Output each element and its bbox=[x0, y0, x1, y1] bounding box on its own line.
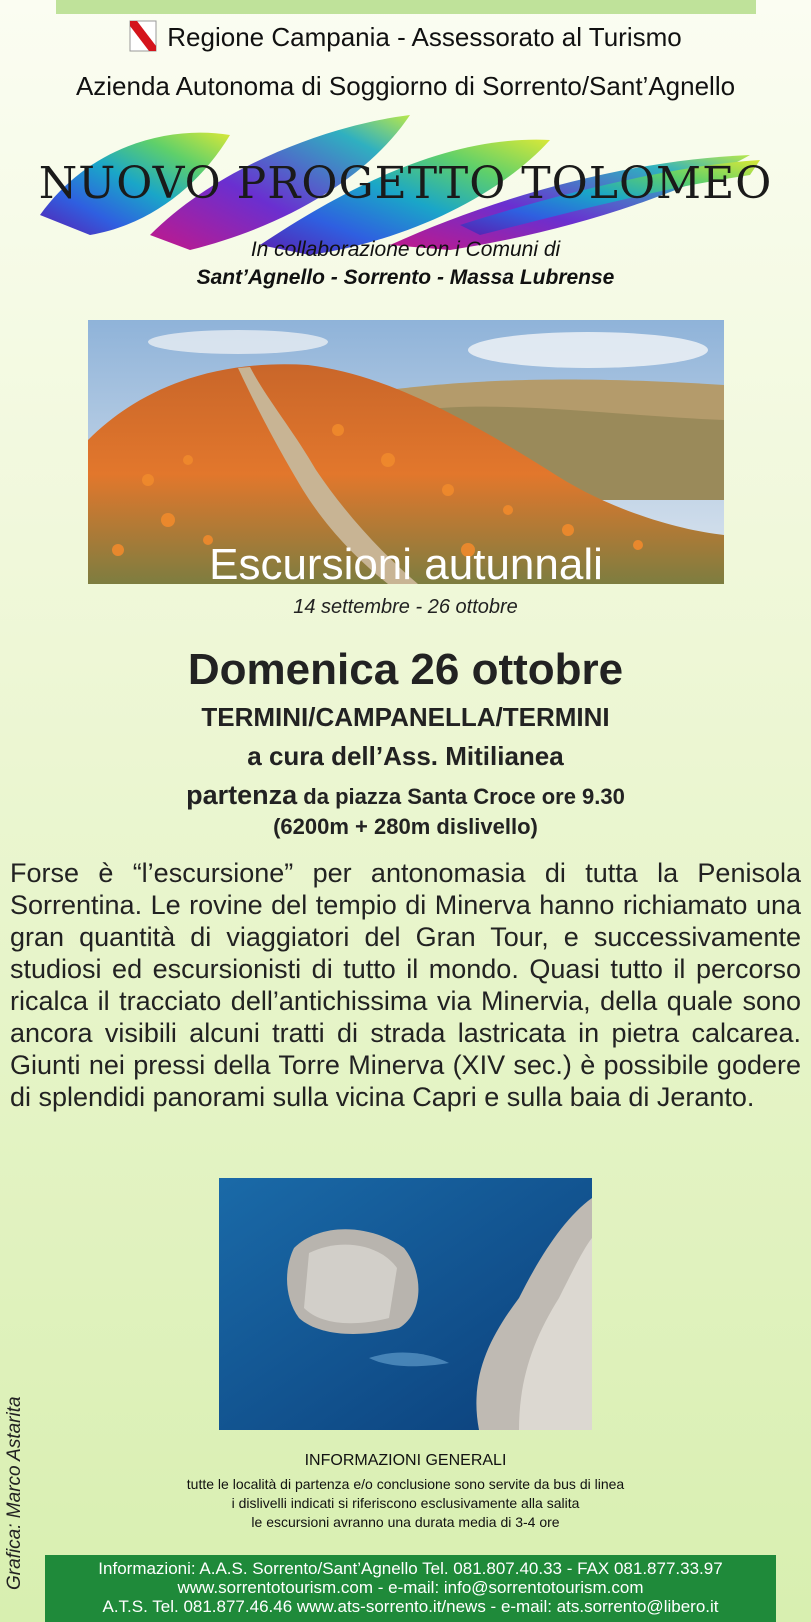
footer-line-1: Informazioni: A.A.S. Sorrento/Sant’Agnello Tel. 081.807.40.33 - FAX 081.877.33.97 bbox=[98, 1559, 723, 1578]
info-title: INFORMAZIONI GENERALI bbox=[304, 1452, 507, 1469]
departure-word: partenza bbox=[186, 780, 298, 810]
region-text: Regione Campania - Assessorato al Turismo bbox=[167, 22, 682, 52]
region-header bbox=[0, 22, 811, 55]
info-line-1: tutte le località di partenza e/o conclusione sono servite da bus di linea bbox=[186, 1476, 625, 1492]
project-title: NUOVO PROGETTO TOLOMEO bbox=[38, 158, 773, 209]
info-line-2: i dislivelli indicati si riferiscono esclusivamente alla salita bbox=[231, 1495, 580, 1511]
event-description: Forse è “l’escursione” per antonomasia di tutta la Penisola Sorrentina. Le rovine del tempio di Minerva hanno richiamato una gran quantità di viaggiatori del Gran Tour, e successivamente studiosi ed escursionisti di tutto il mondo. Quasi tutto il percorso ricalca il tracciato dell’antichissima via Minervia, della quale sono ancora visibili alcuni tratti di strada lastricata in pietra calcarea. Giunti nei pressi della Torre Minerva (XIV sec.) è possibile godere di splendidi panorami sulla vicina Capri e sulla baia di Jeranto. bbox=[10, 858, 801, 1112]
campania-flag-icon bbox=[129, 20, 157, 52]
footer-line-3: A.T.S. Tel. 081.877.46.46 www.ats-sorrento.it/news - e-mail: ats.sorrento@libero.it bbox=[102, 1597, 719, 1616]
event-curator: a cura dell’Ass. Mitilianea bbox=[247, 741, 564, 771]
event-day: Domenica 26 ottobre bbox=[187, 645, 624, 694]
info-line-3: le escursioni avranno una durata media di 3-4 ore bbox=[251, 1514, 560, 1530]
agency-header: Azienda Autonoma di Soggiorno di Sorrento/Sant’Agnello bbox=[75, 71, 736, 101]
event-distance: (6200m + 280m dislivello) bbox=[273, 814, 538, 839]
collaboration-text: In collaborazione con i Comuni di bbox=[250, 238, 561, 261]
graphics-credit: Grafica: Marco Astarita bbox=[4, 1396, 25, 1590]
footer-line-2: www.sorrentotourism.com - e-mail: info@sorrentotourism.com bbox=[177, 1578, 644, 1597]
top-bar bbox=[56, 0, 756, 14]
event-route: TERMINI/CAMPANELLA/TERMINI bbox=[201, 702, 610, 732]
event-departure bbox=[0, 780, 811, 811]
contact-footer bbox=[45, 1555, 776, 1622]
departure-detail: da piazza Santa Croce ore 9.30 bbox=[297, 784, 625, 809]
season-dates: 14 settembre - 26 ottobre bbox=[293, 596, 518, 618]
coast-rocks-photo bbox=[219, 1178, 592, 1430]
towns-text: Sant’Agnello - Sorrento - Massa Lubrense bbox=[196, 266, 615, 289]
banner-caption: Escursioni autunnali bbox=[209, 540, 603, 589]
